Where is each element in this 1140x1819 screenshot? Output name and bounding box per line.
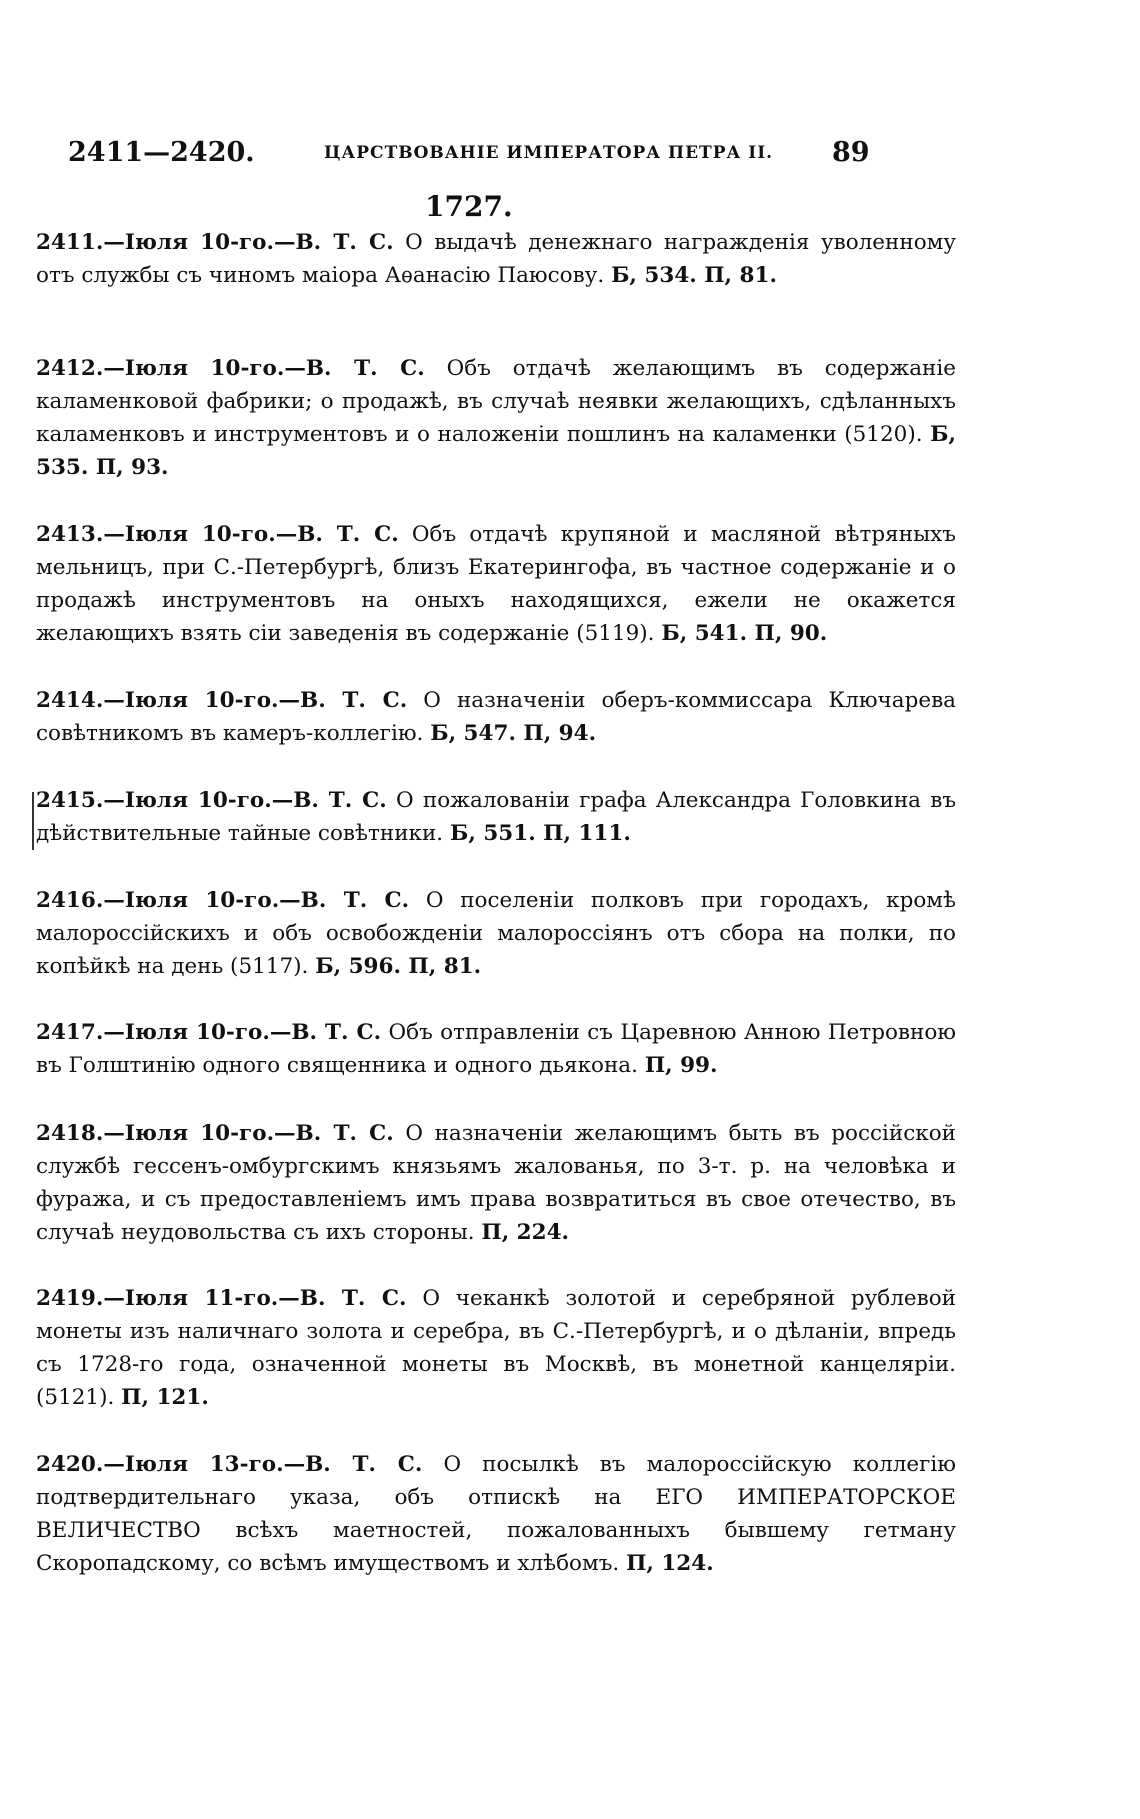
entry-number: 2411. xyxy=(36,230,104,255)
entry-2416 xyxy=(36,884,956,983)
entry-2412 xyxy=(36,352,956,484)
entry-number: 2419. xyxy=(36,1286,104,1311)
entry-2415 xyxy=(36,784,956,850)
entry-2419 xyxy=(36,1282,956,1414)
entry-number: 2414. xyxy=(36,688,104,713)
entry-refs: Б, 596. П, 81. xyxy=(315,954,482,979)
entry-refs: Б, 534. П, 81. xyxy=(611,263,777,288)
entry-text: О выдачѣ денежнаго награжденія уволенному отъ службы съ чиномъ маіора Аѳанасію Паюсову. xyxy=(36,230,957,288)
entry-date: —Іюля 11-го.—В. Т. С. xyxy=(103,1286,407,1311)
entry-date: —Іюля 10-го.—В. Т. С. xyxy=(103,1020,382,1045)
entry-date: —Іюля 10-го.—В. Т. С. xyxy=(103,356,425,381)
entry-number: 2412. xyxy=(36,356,104,381)
page-header xyxy=(68,137,878,177)
entry-number: 2415. xyxy=(36,788,104,813)
entry-text: О назначеніи оберъ-коммиссара Ключарева совѣтникомъ въ камеръ-коллегію. xyxy=(36,688,956,746)
entry-refs: П, 224. xyxy=(481,1220,570,1245)
entry-text: Объ отдачѣ крупяной и масляной вѣтряныхъ мельницъ, при С.-Петербургѣ, близъ Екатерингофа, въ частное содержаніе и о продажѣ инструментовъ на оныхъ находящихся, ежели не окажется желающихъ взять сіи заведенія въ содержаніе (5119). xyxy=(36,522,956,646)
entry-text: О чеканкѣ золотой и серебряной рублевой монеты изъ наличнаго золота и серебра, въ С.-Петербургѣ, и о дѣланіи, впредь съ 1728-го года, означенной монеты въ Москвѣ, въ монетной канцеляріи. (5121). xyxy=(36,1286,956,1410)
page-number: 89 xyxy=(832,137,870,168)
header-title: ЦАРСТВОВАНІЕ ИМПЕРАТОРА ПЕТРА II. xyxy=(324,143,774,163)
entry-number: 2416. xyxy=(36,888,104,913)
entry-number: 2413. xyxy=(36,522,104,547)
entry-refs: Б, 547. П, 94. xyxy=(430,721,597,746)
entry-refs: П, 124. xyxy=(626,1551,714,1576)
entry-date: —Іюля 10-го.—В. Т. С. xyxy=(103,888,410,913)
entry-2420 xyxy=(36,1448,956,1580)
entry-refs: П, 121. xyxy=(121,1385,209,1410)
entry-2413 xyxy=(36,518,956,650)
entry-2418 xyxy=(36,1117,956,1249)
entry-refs: Б, 551. П, 111. xyxy=(449,821,631,846)
entry-date: —Іюля 13-го.—В. Т. С. xyxy=(103,1452,423,1477)
margin-rule xyxy=(32,792,34,850)
entry-date: —Іюля 10-го.—В. Т. С. xyxy=(103,1121,394,1146)
entry-date: —Іюля 10-го.—В. Т. С. xyxy=(103,522,399,547)
entry-2414 xyxy=(36,684,956,750)
entry-number: 2417. xyxy=(36,1020,104,1045)
entry-refs: П, 99. xyxy=(644,1053,718,1078)
entry-text: О посылкѣ въ малороссійскую коллегію подтвердительнаго указа, объ отпискѣ на ЕГО ИМПЕРАТОРСКОЕ ВЕЛИЧЕСТВО всѣхъ маетностей, пожалованныхъ бывшему гетману Скоропадскому, со всѣмъ имуществомъ и хлѣбомъ. xyxy=(36,1452,957,1576)
entry-2411 xyxy=(36,226,956,292)
entry-date: —Іюля 10-го.—В. Т. С. xyxy=(103,788,387,813)
year-heading: 1727. xyxy=(425,190,513,223)
entry-date: —Іюля 10-го.—В. Т. С. xyxy=(103,230,394,255)
entry-refs: Б, 541. П, 90. xyxy=(661,621,828,646)
entry-text: Объ отдачѣ желающимъ въ содержаніе каламенковой фабрики; о продажѣ, въ случаѣ неявки желающихъ, сдѣланныхъ каламенковъ и инструментовъ и о наложеніи пошлинъ на каламенки (5120). xyxy=(36,356,956,447)
header-range: 2411—2420. xyxy=(68,137,255,168)
entry-date: —Іюля 10-го.—В. Т. С. xyxy=(103,688,408,713)
entry-text: О поселеніи полковъ при городахъ, кромѣ малороссійскихъ и объ освобожденіи малороссіянъ отъ сбора на полки, по копѣйкѣ на день (5117). xyxy=(36,888,956,979)
entry-number: 2418. xyxy=(36,1121,104,1146)
entry-text: Объ отправленіи съ Царевною Анною Петровною въ Голштинію одного священника и одного дьякона. xyxy=(36,1020,957,1078)
entry-text: О пожалованіи графа Александра Головкина въ дѣйствительные тайные совѣтники. xyxy=(36,788,956,846)
entry-2417 xyxy=(36,1016,956,1082)
entry-text: О назначеніи желающимъ быть въ россійской службѣ гессенъ-омбургскимъ князьямъ жалованья, по 3-т. р. на человѣка и фуража, и съ предоставленіемъ имъ права возвратиться въ свое отечество, въ случаѣ неудовольства съ ихъ стороны. xyxy=(36,1121,956,1245)
entry-refs: Б, 535. П, 93. xyxy=(36,422,956,480)
entry-number: 2420. xyxy=(36,1452,104,1477)
